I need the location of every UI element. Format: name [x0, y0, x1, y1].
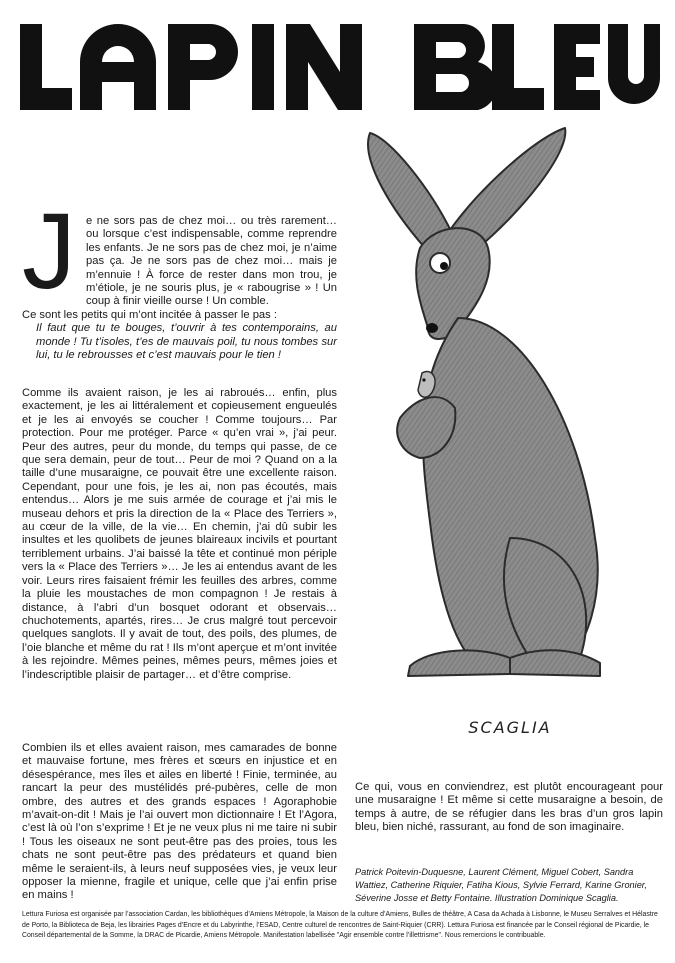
paragraph-3-text: Combien ils et elles avaient raison, mes camarades de bonne et mauvaise fortune, mes frères et sœurs en injustice et en désespérance, mes îles et ailes en liberté ! Finie, terminée, au rancart la peur des mustélidés pré-pubères, celle de mon ombre, des autres et des grands espaces ! Agoraphobie m’avait-on-dit ! Mais je l’ai ouvert mon dictionnaire ! Et l’Agora, c’est là où l’on s’exprime ! Et je ne veux plus ni me taire ni subir ! Tous les oiseaux ne sont peut-être pas des proies, tous les chats ne sont peut-être pas des prédateurs et quand bien même le seraient-ils, à leurs neuf supposées vies, je veux leur opposer la mienne, fragile et unique, celle que j’ai enfin prise en mains !: [22, 742, 337, 902]
credits: Patrick Poitevin-Duquesne, Laurent Clément, Miguel Cobert, Sandra Wattiez, Catherine Riquier, Fatiha Kious, Sylvie Ferrard, Karine Gronier, Séverine Josse et Betty Fontaine. Illustration Dominique Scaglia.: [355, 867, 647, 903]
intro-lead-text: e ne sors pas de chez moi… ou très rarement… ou lorsque c’est indispensable, comme reprendre les enfants. Je ne sors pas de chez moi, je n’aime pas ça. Je ne sors pas de chez moi… mais je m’ennuie ! À force de rester dans mon trou, je m’étiole, je ne souris plus, je « rabougrise » ! Un coup à finir vieille ourse ! Un comble.: [86, 215, 337, 308]
footer-note: Lettura Furiosa est organisée par l’association Cardan, les bibliothèques d’Amiens Métropole, la Maison de la culture d’Amiens, Bulles de théâtre, A Casa da Achada à Lisbonne, le Museu Serralves et Hélastre de Porto, la Biblioteca de Beja, les librairies Pages d’Encre et du Labyrinthe, l’ESAD, Centre culturel de rencontres de Saint-Riquier (CRR). Lettura Furiosa est financée par le Conseil régional de Picardie, le Conseil départemental de la Somme, la DRAC de Picardie, Amiens Métropole. Manifestation labellisée "Agir ensemble contre l’illettrisme". Nous remercions le contribuable.: [22, 911, 658, 939]
paragraph-2-text: Comme ils avaient raison, je les ai rabroués… enfin, plus exactement, je les ai littéralement et copieusement engueulés et je les ai envoyés se coucher ! Comme toujours… Par protection. Pour me protéger. Parce « qu’en vrai », j’ai peur. Peur des autres, peur du monde, du temps qui passe, de ce que sera demain, peur de tout… Peur de moi ? Quand on a la taille d’une musaraigne, ce pouvait être une excellente raison. Cependant, pour une fois, je les ai, non pas écoutés, mais entendus… Alors je me suis armée de courage et j’ai mis le museau dehors et pris la direction de la « Place des Terriers », au cœur de la ville, de la vie… En chemin, j’ai dû subir les insultes et les quolibets de jeunes blaireaux incivils et pourtant terriblement urbains. J’ai baissé la tête et continué mon périple vers la « Place des Terriers »… Je les ai entendus avant de les voir. Leurs rires faisaient frémir les feuilles des arbres, comme la pluie les moustaches de mon compagnon ! Je restais à distance, à l’abri d’un bosquet odorant et observais… chuchotements, apartés, rires… Je crus malgré tout percevoir quelques sanglots. Il y avait de tout, des poils, des plumes, de l’oie blanche et même du rat ! Ils m’ont aperçue et m’ont invitée à les rejoindre. Mêmes peines, mêmes peurs, mêmes joies et l’indescriptible plaisir de partager… et d’être comprise.: [22, 387, 337, 681]
title-lettering: [20, 24, 660, 110]
drop-cap: J: [22, 190, 76, 311]
paragraph-4: [355, 781, 663, 835]
intro-quote: Il faut que tu te bouges, t’ouvrir à tes contemporains, au monde ! Tu t’isoles, t’es de mauvais poil, tu nous tombes sur lui, tu le rebrousses et c’est mauvais pour le tien !: [36, 322, 337, 362]
rabbit-drawing: [360, 118, 660, 718]
paragraph-3: [22, 742, 337, 903]
paragraph-2: [22, 387, 337, 682]
intro-line: Ce sont les petits qui m’ont incitée à passer le pas :: [22, 308, 277, 321]
intro-paragraph: [22, 190, 337, 311]
page-title: [20, 24, 660, 110]
intro-column: [22, 190, 337, 362]
signature-text: SCAGLIA: [468, 718, 552, 737]
signature-graphic: [455, 712, 565, 740]
rabbit-illustration: [360, 118, 660, 718]
illustrator-signature: [455, 712, 565, 740]
paragraph-4-text: Ce qui, vous en conviendrez, est plutôt encourageant pour une musaraigne ! Et même si cette musaraigne a besoin, de temps à autre, de se réfugier dans les bras d’un gros lapin bleu, bien niché, rassurant, au fond de son imaginaire.: [355, 781, 663, 834]
